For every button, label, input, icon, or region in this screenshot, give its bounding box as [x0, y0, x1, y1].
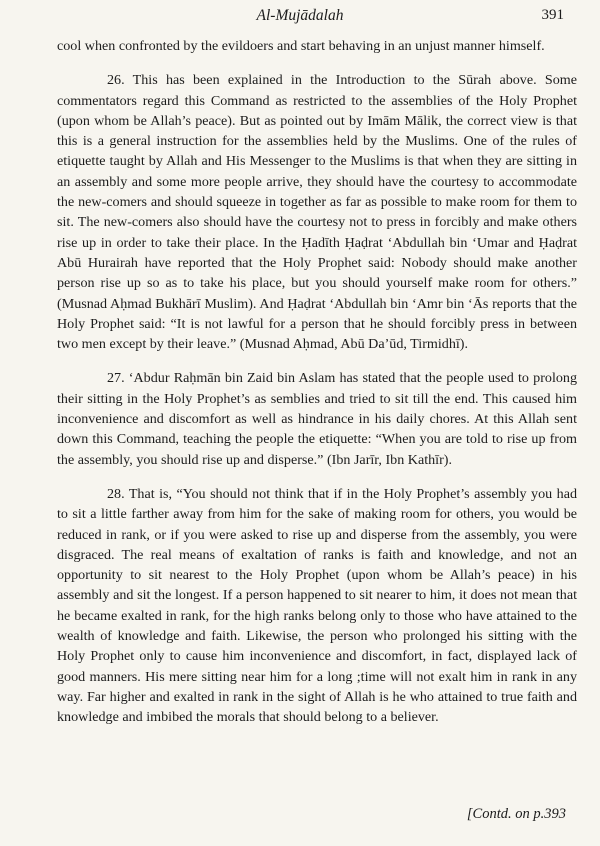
- page-header: [0, 3, 600, 29]
- paragraph-note-26: 26. This has been explained in the Introduction to the Sūrah above. Some commentators regard this Command as restricted to the assemblies of the Holy Prophet (upon whom be Allah’s peace). But as pointed out by Imām Mālik, the correct view is that this is a general instruction for the assemblies held by the Muslims. One of the rules of etiquette taught by Allah and His Messenger to the Muslims is that when they are sitting in an assembly and some more people arrive, they should have the courtesy to accommodate the new-comers and should squeeze in together as far as possible to make room for them to sit. The new-comers also should have the courtesy not to press in forcibly and make others rise up in order to take their place. In the Ḥadīth Ḥaḍrat ‘Abdullah bin ‘Umar and Ḥaḍrat Abū Hurairah have reported that the Holy Prophet said: Nobody should make another person rise up so as to take his place, but you should yourself make room for others.” (Musnad Aḥmad Bukhārī Muslim). And Ḥaḍrat ‘Abdullah bin ‘Amr bin ‘Ās reports that the Holy Prophet said: “It is not lawful for a person that he should forcibly press in between two men except by their leave.” (Musnad Aḥmad, Abū Da’ūd, Tirmidhī).: [57, 72, 577, 353]
- paragraph-note-28: 28. That is, “You should not think that if in the Holy Prophet’s assembly you had to sit a little farther away from him for the sake of making room for others, you would be reduced in rank, or if you were asked to rise up and disperse from the assembly, you were disgraced. The real means of exaltation of ranks is faith and knowledge, and not an opportunity to sit nearest to the Holy Prophet (upon whom be Allah’s peace) in his assembly and sit the longest. If a person happened to sit nearer to him, it does not mean that he became exalted in rank, for the high ranks belong only to those who have attained to the wealth of knowledge and faith. Likewise, the person who prolonged his sitting with the Holy Prophet only to cause him inconvenience and discomfort, in fact, displayed lack of good manners. His mere sitting near him for a long ;time will not exalt him in rank in any way. Far higher and exalted in rank in the sight of Allah is he who attained to true faith and knowledge and imbibed the morals that should belong to a believer.: [57, 485, 577, 726]
- page-number: 391: [541, 7, 564, 23]
- continued-note: [Contd. on p.393: [466, 806, 566, 822]
- page-body: [57, 36, 577, 728]
- paragraph-continuation: cool when confronted by the evildoers and start behaving in an unjust manner himself.: [57, 38, 545, 54]
- running-title: Al-Mujādalah: [256, 7, 344, 24]
- paragraph-note-27: 27. ‘Abdur Raḥmān bin Zaid bin Aslam has stated that the people used to prolong their sitting in the Holy Prophet’s as semblies and tried to sit till the end. This caused him inconvenience and discomfort as well as hindrance in his daily chores. At this Allah sent down this Command, teaching the people the etiquette: “When you are told to rise up from the assembly, you should rise up and disperse.” (Ibn Jarīr, Ibn Kathīr).: [57, 370, 577, 468]
